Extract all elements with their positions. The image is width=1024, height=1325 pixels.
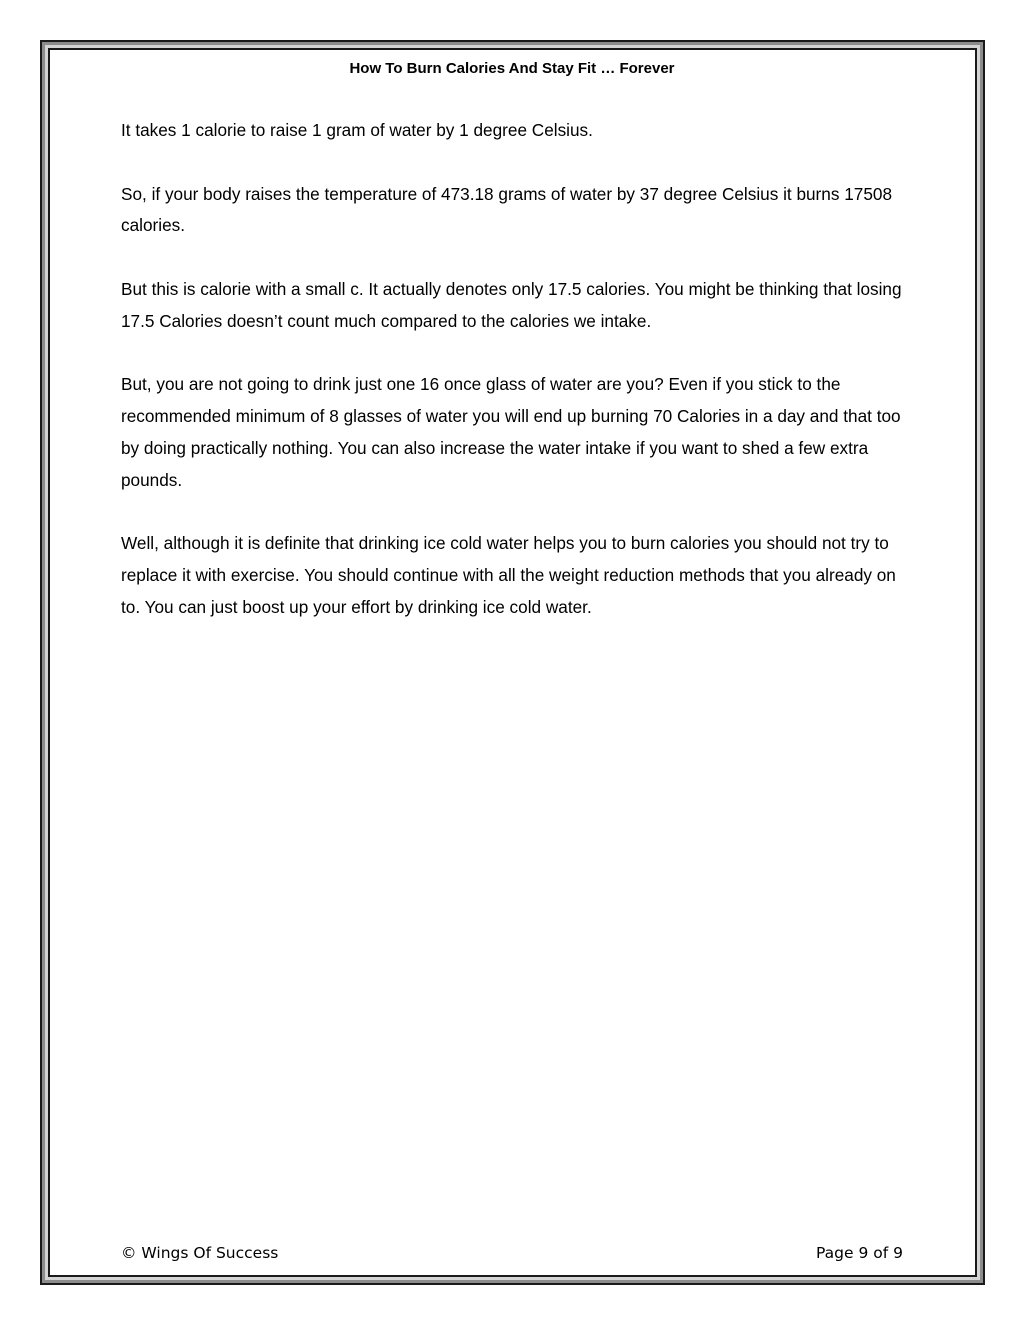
paragraph: But this is calorie with a small c. It actually denotes only 17.5 calories. You might be thinking that losing 17.5 Calories doesn’t count much compared to the calories we intake.: [121, 278, 902, 331]
paragraph: So, if your body raises the temperature of 473.18 grams of water by 37 degree Celsius it burns 17508 calories.: [121, 183, 893, 236]
paragraph: Well, although it is definite that drinking ice cold water helps you to burn calories you should not try to replace it with exercise. You should continue with all the weight reduction methods that you already on to. You can just boost up your effort by drinking ice cold water.: [121, 533, 896, 617]
page-title: How To Burn Calories And Stay Fit … Forever: [349, 60, 675, 77]
paragraph: But, you are not going to drink just one 16 once glass of water are you? Even if you stick to the recommended minimum of 8 glasses of water you will end up burning 70 Calories in a day and that too by doing practically nothing. You can also increase the water intake if you want to shed a few extra pounds.: [121, 374, 901, 490]
page-footer: [121, 1244, 903, 1262]
document-body: [121, 115, 911, 656]
page-number: Page 9 of 9: [816, 1244, 903, 1262]
paragraph: It takes 1 calorie to raise 1 gram of water by 1 degree Celsius.: [121, 120, 593, 140]
copyright-text: © Wings Of Success: [121, 1244, 279, 1262]
